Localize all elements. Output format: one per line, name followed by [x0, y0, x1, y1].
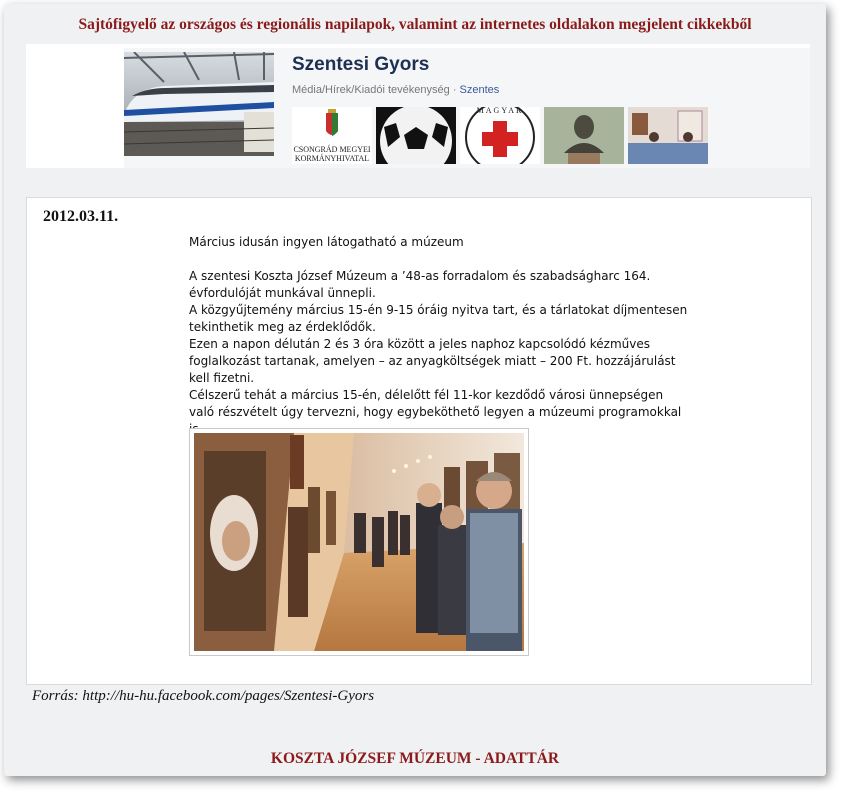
page-frame	[4, 4, 826, 776]
article-date: 2012.03.11.	[43, 208, 119, 225]
facebook-page-name[interactable]: Szentesi Gyors	[292, 54, 430, 75]
article-headline: Március idusán ingyen látogatható a múzeum	[189, 235, 464, 249]
statue-bust-photo[interactable]	[544, 107, 624, 164]
article-paragraph: Ezen a napon délután 2 és 3 óra között a jeles naphoz kapcsolódó kézműves foglalkozást tartanak, amelyen – az anyagköltségek miatt – 200 Ft. hozzájárulást kell fizetni.	[189, 337, 676, 385]
red-cross-caption: MAGYAR	[476, 107, 524, 115]
football-photo[interactable]	[376, 107, 456, 164]
csongrad-megyei-kormanyhivatal-logo[interactable]	[292, 107, 372, 164]
article-paragraph: A szentesi Koszta József Múzeum a ’48-as forradalom és szabadságharc 164. évfordulóját munkával ünnepli.	[189, 269, 651, 300]
article-card	[26, 197, 812, 685]
footer-title: KOSZTA JÓZSEF MÚZEUM - ADATTÁR	[270, 750, 560, 767]
facebook-page-header	[124, 48, 810, 168]
source-line: Forrás: http://hu-hu.facebook.com/pages/Szentesi-Gyors	[32, 688, 375, 704]
category-text: Média/Hírek/Kiadói tevékenység	[292, 84, 450, 96]
facebook-page-category	[292, 84, 499, 96]
cover-photo-train[interactable]	[124, 52, 274, 156]
page-header-title: Sajtófigyelő az országos és regionális napilapok, valamint az internetes oldalakon megjelent cikkekből	[78, 16, 752, 33]
exhibition-room-photo[interactable]	[628, 107, 708, 164]
article-paragraph: Célszerű tehát a március 15-én, délelőtt fél 11-kor kezdődő városi ünnepségen való részvételt úgy tervezni, hogy egybeköthető legyen a múzeumi programokkal	[189, 388, 682, 419]
logo-caption: CSONGRÁD MEGYEI KORMÁNYHIVATAL	[293, 145, 371, 163]
category-separator: ·	[452, 84, 457, 96]
museum-exhibition-photo[interactable]	[194, 433, 524, 651]
article-photo-frame	[189, 428, 529, 656]
article-paragraph: A közgyűjtemény március 15-én 9-15 óráig nyitva tart, és a tárlatokat díjmentesen tekinthetik meg az érdeklődők.	[189, 303, 688, 334]
location-link[interactable]: Szentes	[459, 84, 500, 96]
article-body	[189, 234, 689, 438]
red-cross-logo[interactable]	[460, 107, 540, 164]
facebook-header-band	[26, 44, 810, 168]
